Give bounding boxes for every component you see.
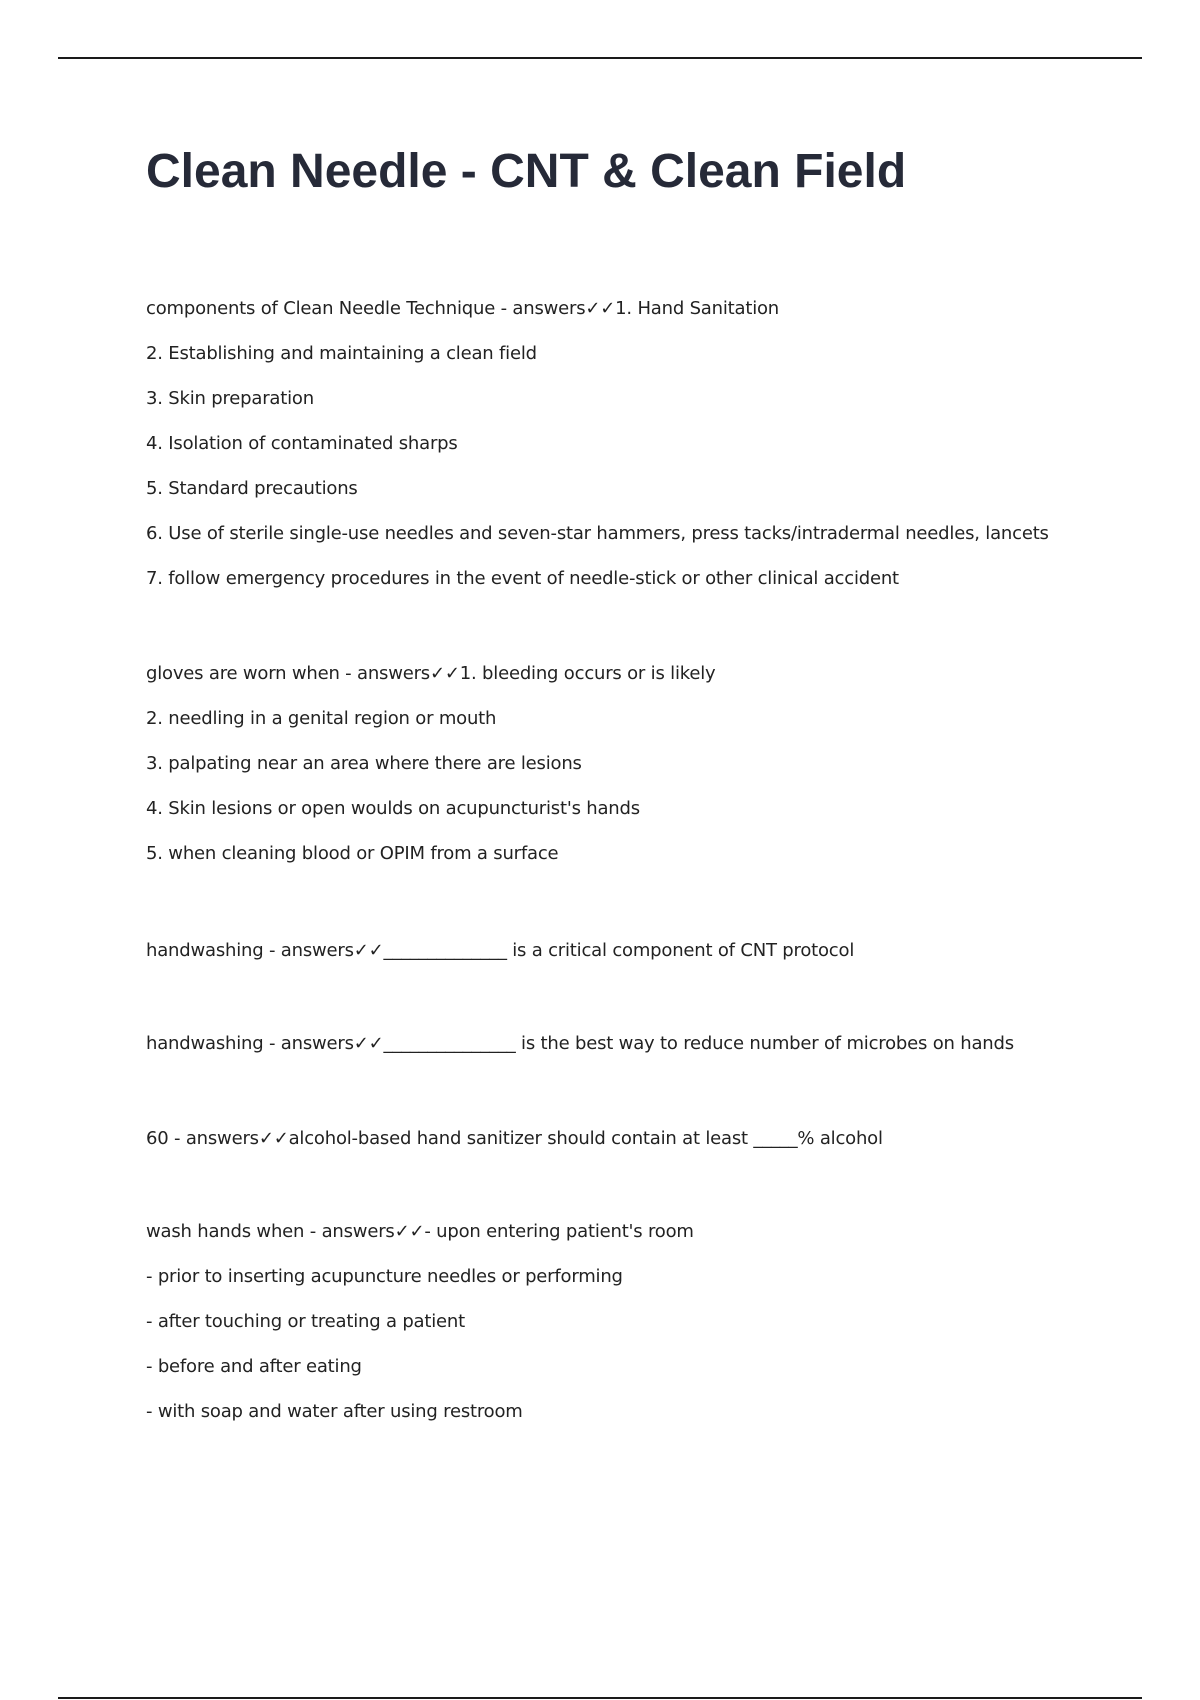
entry-line: 3. palpating near an area where there are lesions — [146, 753, 582, 774]
entry-line: 5. when cleaning blood or OPIM from a surface — [146, 843, 559, 864]
bottom-divider — [58, 1697, 1142, 1699]
entry-line: - before and after eating — [146, 1356, 362, 1377]
qa-entry-handwashing-microbes — [146, 1021, 1014, 1066]
entry-line: handwashing - answers✓✓______________ is a critical component of CNT protocol — [146, 940, 855, 961]
entry-line: 5. Standard precautions — [146, 478, 358, 499]
qa-entry-clean-needle-components — [146, 286, 1049, 601]
qa-entry-sanitizer-alcohol — [146, 1116, 883, 1161]
page-title: Clean Needle - CNT & Clean Field — [146, 145, 907, 198]
entry-line: 4. Isolation of contaminated sharps — [146, 433, 458, 454]
entry-line: 2. needling in a genital region or mouth — [146, 708, 497, 729]
entry-line: - with soap and water after using restroom — [146, 1401, 523, 1422]
entry-line: wash hands when - answers✓✓- upon entering patient's room — [146, 1221, 694, 1242]
qa-entry-gloves — [146, 651, 715, 876]
entry-line: - after touching or treating a patient — [146, 1311, 465, 1332]
entry-line: 60 - answers✓✓alcohol-based hand sanitizer should contain at least _____% alcohol — [146, 1128, 883, 1149]
entry-line: 2. Establishing and maintaining a clean field — [146, 343, 537, 364]
entry-line: - prior to inserting acupuncture needles or performing — [146, 1266, 623, 1287]
qa-entry-handwashing-critical — [146, 928, 854, 973]
entry-line: components of Clean Needle Technique - answers✓✓1. Hand Sanitation — [146, 298, 780, 319]
entry-line: 3. Skin preparation — [146, 388, 314, 409]
qa-entry-wash-hands-when — [146, 1209, 694, 1434]
top-divider — [58, 57, 1142, 59]
entry-line: gloves are worn when - answers✓✓1. bleeding occurs or is likely — [146, 663, 716, 684]
entry-line: 7. follow emergency procedures in the event of needle-stick or other clinical accident — [146, 568, 899, 589]
entry-line: 6. Use of sterile single-use needles and seven-star hammers, press tacks/intradermal needles, lancets — [146, 523, 1049, 544]
entry-line: 4. Skin lesions or open woulds on acupuncturist's hands — [146, 798, 640, 819]
entry-line: handwashing - answers✓✓_______________ is the best way to reduce number of microbes on hands — [146, 1033, 1014, 1054]
